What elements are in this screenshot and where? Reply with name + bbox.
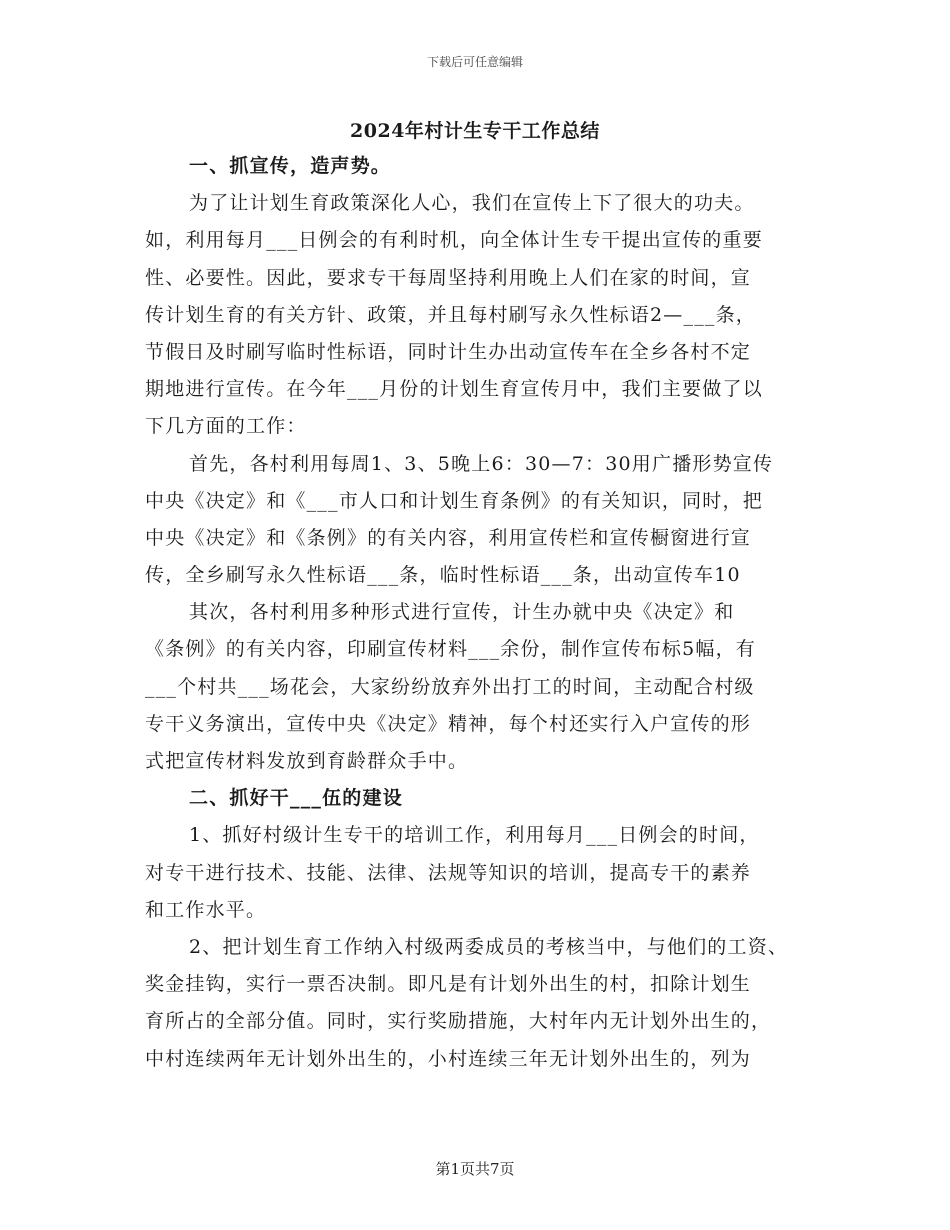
text-line: 专干义务演出，宣传中央《决定》精神，每个村还实行入户宣传的形 [145,712,752,735]
text-line: 中村连续两年无计划外出生的，小村连续三年无计划外出生的，列为 [145,1047,752,1070]
text-line: 期地进行宣传。在今年___月份的计划生育宣传月中，我们主要做了以 [145,378,763,401]
page-number: 第1页共7页 [435,1160,515,1178]
text-line: 中央《决定》和《___市人口和计划生育条例》的有关知识，同时，把 [145,489,763,512]
text-line: 奖金挂钩，实行一票否决制。即凡是有计划外出生的村，扣除计划生 [145,973,752,996]
text-line: 育所占的全部分值。同时，实行奖励措施，大村年内无计划外出生的， [145,1010,772,1033]
text-line: 对专干进行技术、技能、法律、法规等知识的培训，提高专干的素养 [145,861,752,884]
text-line: 其次，各村利用多种形式进行宣传，计生办就中央《决定》和 [189,601,735,624]
text-line: 和工作水平。 [145,898,267,921]
document-title: 2024年村计生专干工作总结 [350,120,600,142]
text-line: 为了让计划生育政策深化人心，我们在宣传上下了很大的功夫。 [189,192,755,215]
section-heading: 二、抓好干___伍的建设 [189,787,403,810]
text-line: 性、必要性。因此，要求专干每周坚持利用晚上人们在家的时间，宣 [145,266,752,289]
text-line: 《条例》的有关内容，印刷宣传材料___余份，制作宣传布标5幅，有 [145,638,756,661]
text-line: 节假日及时刷写临时性标语，同时计生办出动宣传车在全乡各村不定 [145,340,752,363]
text-line: 式把宣传材料发放到育龄群众手中。 [145,750,469,772]
text-line: ___个村共___场花会，大家纷纷放弃外出打工的时间，主动配合村级 [145,675,755,698]
text-line: 2、把计划生育工作纳入村级两委成员的考核当中，与他们的工资、 [189,935,789,958]
text-line: 1、抓好村级计生专干的培训工作，利用每月___日例会的时间， [189,824,760,847]
text-line: 传，全乡刷写永久性标语___条，临时性标语___条，出动宣传车10 [145,564,741,587]
text-line: 中央《决定》和《条例》的有关内容，利用宣传栏和宣传橱窗进行宣 [145,526,752,549]
document-body [145,148,810,1078]
text-line: 首先，各村利用每周1、3、5晚上6：30—7：30用广播形势宣传 [189,452,774,475]
text-line: 传计划生育的有关方针、政策，并且每村刷写永久性标语2—___条， [145,303,756,326]
text-line: 如，利用每月___日例会的有利时机，向全体计生专干提出宣传的重要 [145,229,763,252]
section-heading: 一、抓宣传，造声势。 [189,155,392,177]
page-header-note: 下载后可任意编辑 [426,55,523,69]
text-line: 下几方面的工作： [145,415,307,438]
